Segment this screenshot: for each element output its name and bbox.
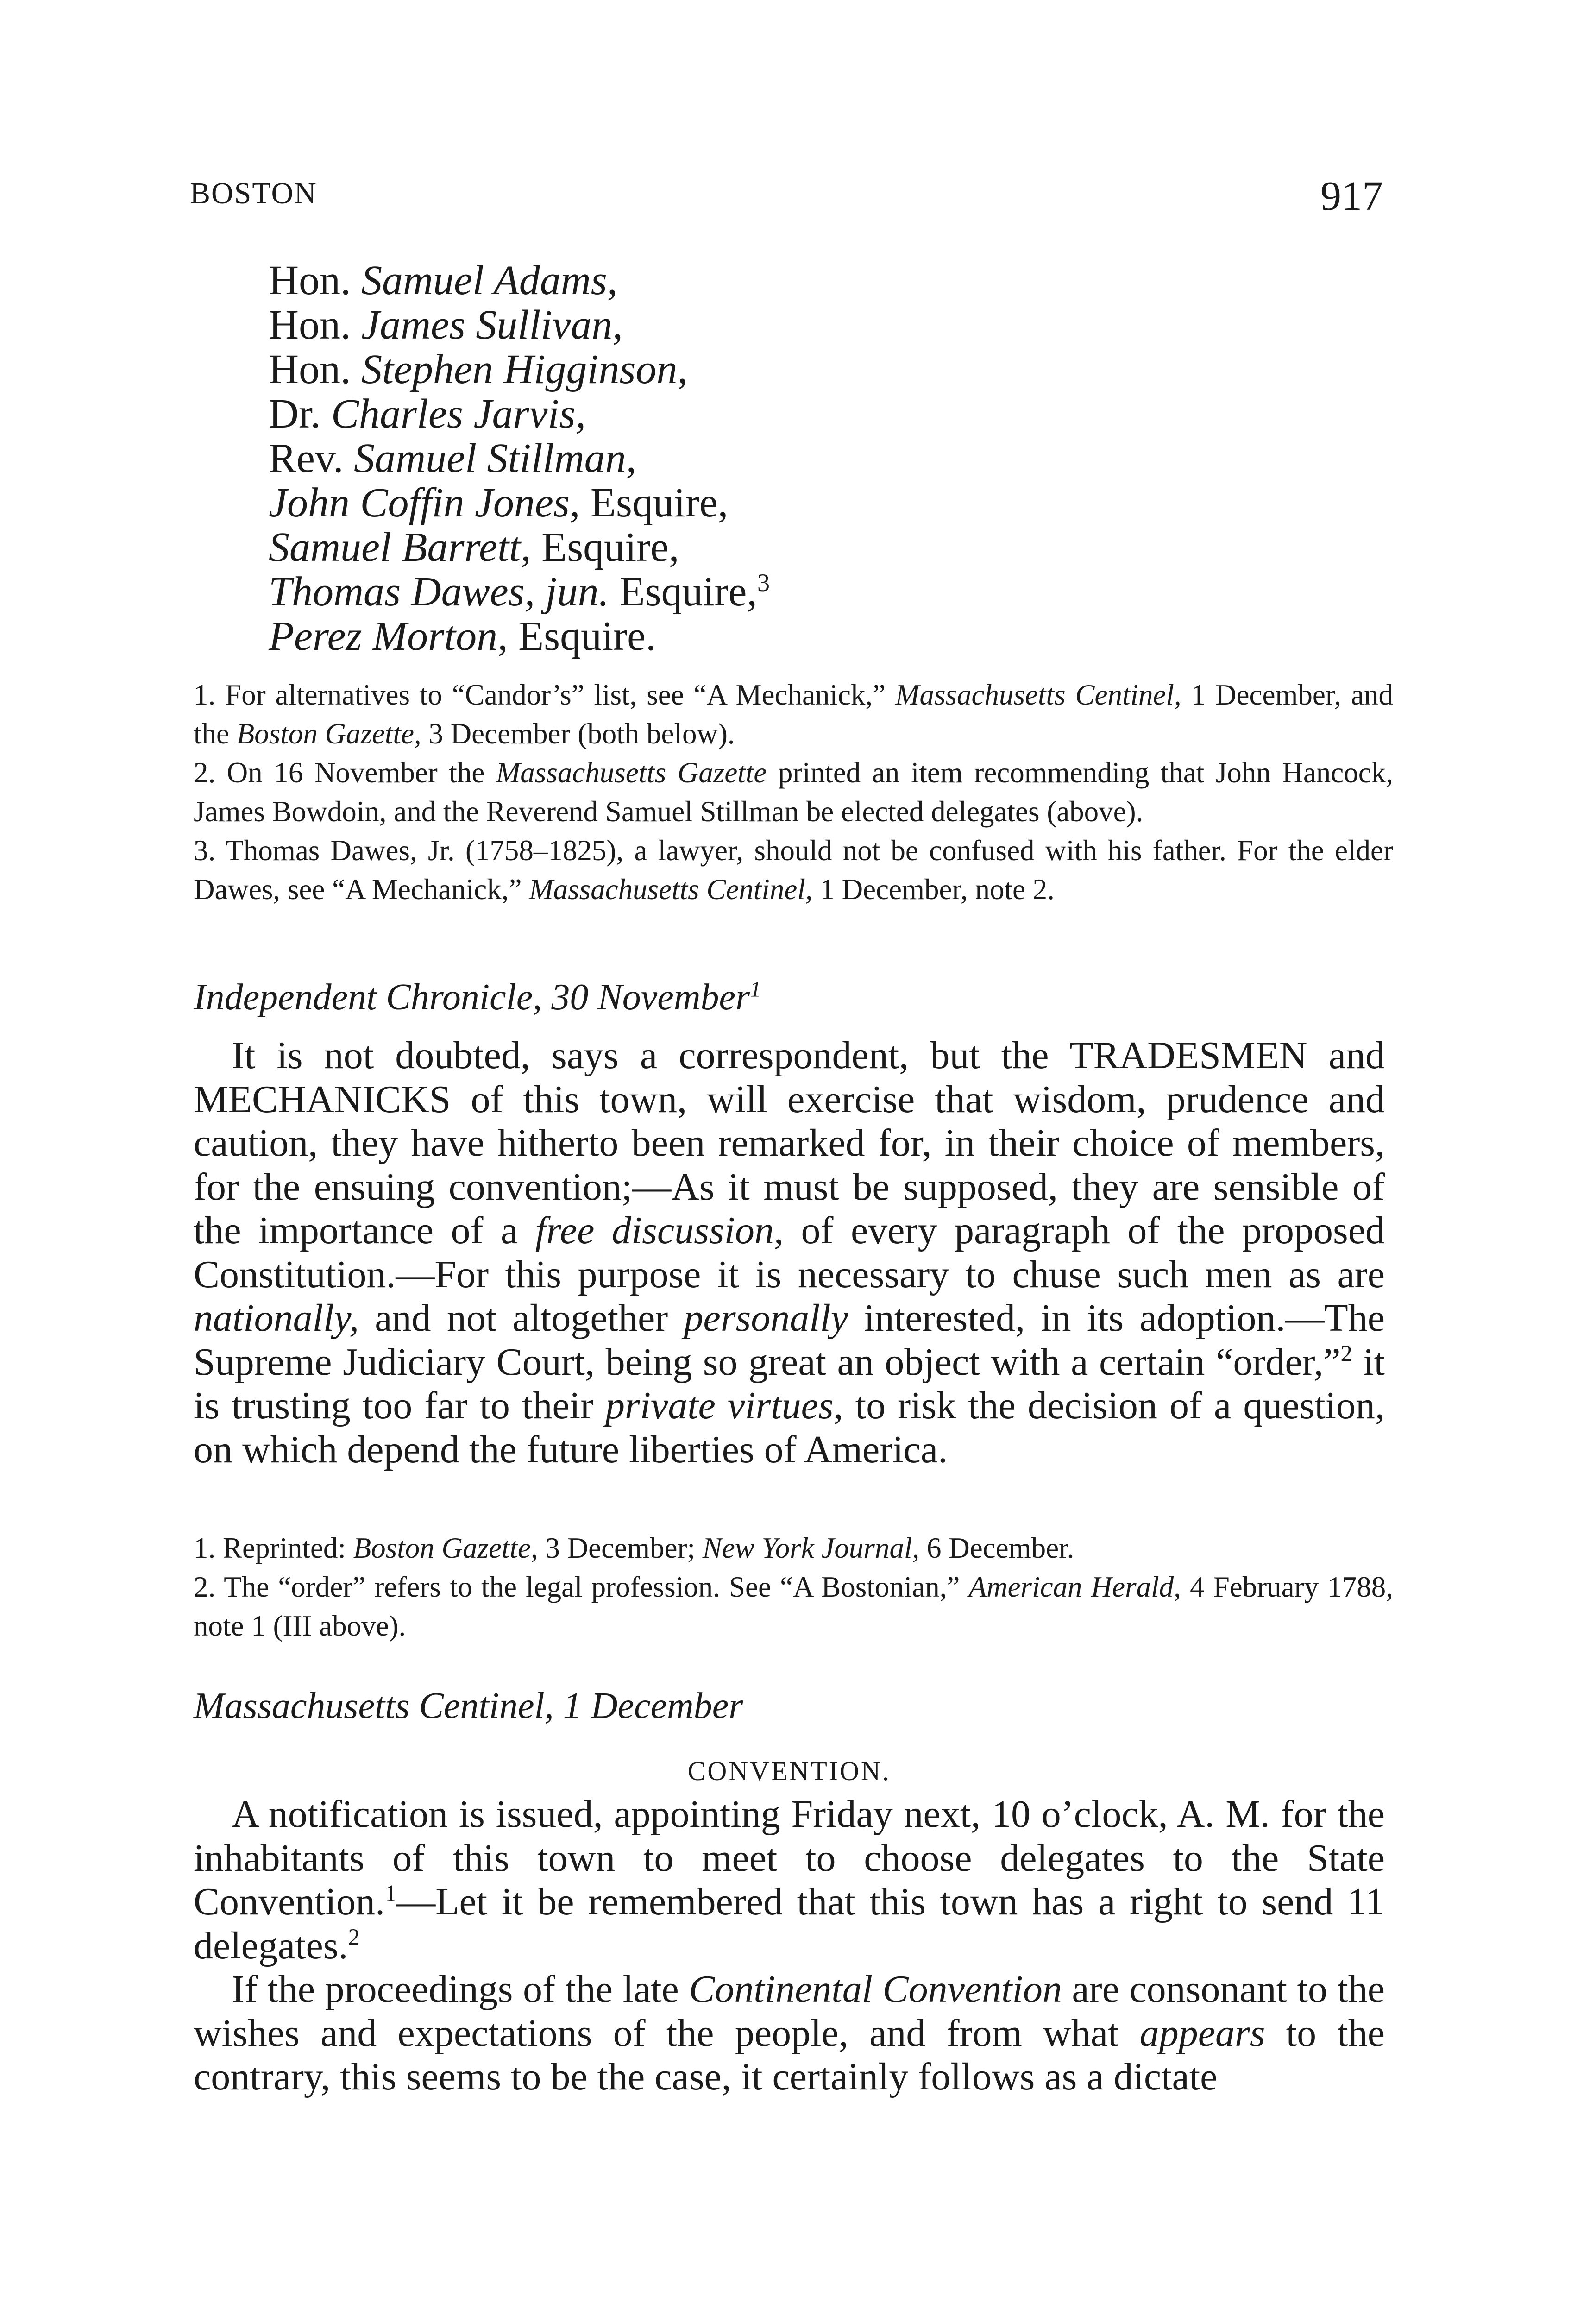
article-independent-chronicle <box>194 1034 1385 1472</box>
candidate-line <box>269 436 1380 481</box>
convention-title: CONVENTION. <box>687 1756 891 1786</box>
candidate-line <box>269 392 1380 436</box>
candidate-suffix: Esquire, <box>609 569 757 615</box>
candidate-title: Hon. <box>269 258 361 303</box>
article-paragraph-1: A notification is issued, appointing Friday next, 10 o’clock, A. M. for the inhabitants of this town to meet to choose delegates to the State Convention.$^1$—Let it be remembered that this town has a right to send 11 delegates.$^2$ <box>194 1793 1385 1967</box>
article-massachusetts-centinel <box>194 1793 1385 2099</box>
footnote-2: 2. On 16 November the Massachusetts Gazette printed an item recommending that John Hancock, James Bowdoin, and the Reverend Samuel Stillman be elected delegates (above). <box>194 756 1393 828</box>
candidate-name: Samuel Barrett, <box>269 524 531 570</box>
candidate-line <box>269 258 1380 303</box>
candidate-name: John Coffin Jones, <box>269 480 580 526</box>
article-paragraph: It is not doubted, says a correspondent, but the TRADESMEN and MECHANICKS of this town, will exercise that wisdom, prudence and caution, they have hitherto been remarked for, in their choice of members, for the ensuing convention;—As it must be supposed, they are sensible of the importance of a free discussion, of every paragraph of the proposed Constitution.—For this purpose it is necessary to chuse such men as are nationally, and not altogether personally interested, in its adoption.—The Supreme Judiciary Court, being so great an object with a certain “order,”$^2$ it is trusting too far to their private virtues, to risk the decision of a question, on which depend the future liberties of America. <box>194 1034 1385 1471</box>
candidate-name: Perez Morton, <box>269 613 508 659</box>
footnote-1: 1. For alternatives to “Candor’s” list, see “A Mechanick,” Massachusetts Centinel, 1 December, and the Boston Gazette, 3 December (both below). <box>194 679 1393 750</box>
candidate-name: Samuel Adams, <box>361 258 618 303</box>
section-heading-massachusetts-centinel: Massachusetts Centinel, 1 December <box>194 1686 743 1726</box>
candidate-list <box>269 258 1380 659</box>
candidate-suffix: Esquire, <box>580 480 729 526</box>
footnotes-candor <box>194 675 1393 909</box>
article-paragraph-2: If the proceedings of the late Continental Convention are consonant to the wishes and expectations of the people, and from what appears to the contrary, this seems to be the case, it certainly follows as a dictate <box>194 1968 1385 2098</box>
candidate-name: Stephen Higginson, <box>361 346 688 392</box>
page-header <box>190 173 1383 222</box>
candidate-line <box>269 347 1380 392</box>
page-number: 917 <box>1320 173 1383 219</box>
footnote-2: 2. The “order” refers to the legal profession. See “A Bostonian,” American Herald, 4 February 1788, note 1 (III above). <box>194 1571 1393 1642</box>
section-heading-independent-chronicle: Independent Chronicle, 30 November$^1$ <box>194 977 761 1018</box>
candidate-line <box>269 525 1380 570</box>
candidate-line <box>269 481 1380 525</box>
footnotes-independent-chronicle <box>194 1529 1393 1645</box>
footnote-1: 1. Reprinted: Boston Gazette, 3 December; New York Journal, 6 December. <box>194 1532 1074 1564</box>
candidate-title: Rev. <box>269 435 354 481</box>
candidate-name: Samuel Stillman, <box>354 435 637 481</box>
candidate-line <box>269 570 1380 614</box>
footnote-3: 3. Thomas Dawes, Jr. (1758–1825), a lawyer, should not be confused with his father. For the elder Dawes, see “A Mechanick,” Massachusetts Centinel, 1 December, note 2. <box>194 834 1393 906</box>
candidate-line <box>269 614 1380 659</box>
candidate-name: Charles Jarvis, <box>331 391 586 437</box>
candidate-title: Dr. <box>269 391 331 437</box>
running-head: BOSTON <box>190 176 317 210</box>
candidate-suffix: Esquire. <box>508 613 656 659</box>
candidate-title: Hon. <box>269 302 361 348</box>
footnote-marker: 3 <box>757 569 770 597</box>
candidate-suffix: Esquire, <box>531 524 679 570</box>
candidate-line <box>269 303 1380 347</box>
candidate-title: Hon. <box>269 346 361 392</box>
candidate-name: James Sullivan, <box>361 302 623 348</box>
candidate-name: Thomas Dawes, jun. <box>269 569 609 615</box>
